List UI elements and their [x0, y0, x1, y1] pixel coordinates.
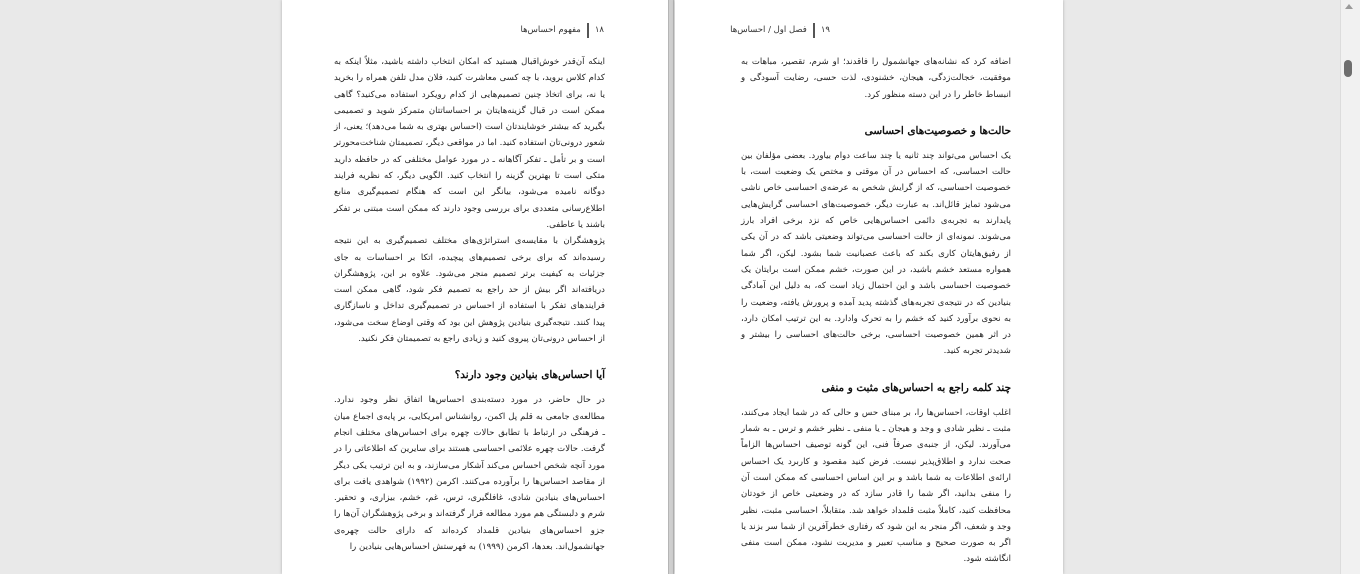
paragraph: اضافه کرد که نشانه‌های جهانشمول را فاقدند؛ او شرم، تقصیر، مباهات به موفقیت، خجالت‌زدگی، هیجان، خشنودی، لذت حسی، رضایت آسودگی و انبساط خاطر را در این دسته منظور کرد. [741, 57, 1011, 100]
paragraph: یک احساس می‌تواند چند ثانیه یا چند ساعت دوام بیاورد. بعضی مؤلفان بین حالت احساسی، که احساس در آن موقتی و مختص یک وضعیت است، با خصوصیت احساسی، که از گرایش شخص به عرضه‌ی احساسی خاص ناشی می‌شود تمایز قائل‌اند. به عبارت دیگر، خصوصیت‌های احساسی گرایش‌هایی پایدارند به تجربه‌ی دائمی احساس‌هایی خاص که نزد برخی افراد بارز می‌شوند. نمونه‌ای از حالت احساسی می‌تواند وضعیتی باشد که در آن یکی از رفیق‌هایتان کاری بکند که باعث عصبانیت شما بشود. لیکن، اگر شما همواره مستعد خشم باشید، در این صورت، خشم ممکن است برایتان یک خصوصیت احساسی باشد و این احتمال زیاد است که، به دلیل این آمادگی بنیادین که در نتیجه‌ی تجربه‌های گذشته پدید آمده و پرورش یافته، وضعیت را به نحوی برآورد کنید که خشم را به تحرک وادارد. به این ترتیب امکان دارد، در اثر همین خصوصیت احساسی، برخی حالت‌های احساسی را بیشتر و شدیدتر تجربه کنید. [741, 150, 1011, 357]
vertical-scrollbar[interactable] [1340, 0, 1360, 574]
page-header [730, 22, 830, 38]
paragraph: اغلب اوقات، احساس‌ها را، بر مبنای حس و حالی که در شما ایجاد می‌کنند، مثبت ـ نظیر شادی و وجد و هیجان ـ یا منفی ـ نظیر خشم و ترس ـ به شمار می‌آورند. لیکن، از جنبه‌ی صرفاً فنی، این گونه توصیف احساس‌ها الزاماً صحت ندارد و اطلاق‌پذیر نیست. فرض کنید مقصود و کاربرد یک احساس ارائه‌ی اطلاعات به شما باشد و بر این اساس احساسی که ممکن است آن را منفی بدانید، اگر شما را قادر سازد که در وضعیتی خاص از خودتان محافظت کنید، کاملاً مثبت قلمداد خواهد شد. متقابلاً، احساسی مثبت، نظیر وجد و شعف، اگر منجر به این شود که رفتاری خطرآفرین از شما سر بزند یا اگر به صورت صحیح و مناسب تعبیر و مدیریت نشود، ممکن است منفی انگاشته شود. [741, 407, 1011, 565]
section-heading: چند کلمه راجع به احساس‌های مثبت و منفی [821, 381, 1011, 394]
section-heading: حالت‌ها و خصوصیت‌های احساسی [864, 124, 1011, 137]
scroll-up-arrow-icon[interactable] [1345, 4, 1353, 9]
paragraph: پژوهشگران با مقایسه‌ی استراتژی‌های مختلف تصمیم‌گیری به این نتیجه رسیده‌اند که برای برخی تصمیم‌های پیچیده، اتکا بر احساسات به جای جزئیات به کیفیت برتر تصمیم منجر می‌شود. علاوه بر این، پژوهشگران دریافته‌اند اگر بیش از حد راجع به تصمیم فکر شود، گاهی ممکن است فرایندهای تفکر با استفاده از احساس در تصمیم‌گیری تداخل و ناسازگاری پیدا کنند. نتیجه‌گیری بنیادین پژوهش این بود که وقتی اوضاع سخت می‌شود، از احساس درونی‌تان پیروی کنید و زیادی راجع به تصمیمتان فکر نکنید. [334, 236, 605, 345]
paragraph: اینکه آن‌قدر خوش‌اقبال هستید که امکان انتخاب داشته باشید، مثلاً اینکه به کدام کلاس بروید، با چه کسی معاشرت کنید، فلان مدل تلفن همراه را بخرید یا نه، برای اتخاذ چنین تصمیم‌هایی از کدام رویکرد استفاده می‌کنید؟ گاهی ممکن است در قبال گزینه‌هایتان بر احساساتتان متمرکز شوید و تصمیمی بگیرید که بیشتر خوشایندتان است (احساس بهتری به شما می‌دهد)؛ یعنی، از شعور درونی‌تان استفاده کنید. اما در مواقعی دیگر، تصمیمتان شناخت‌محورتر است و بر تأمل ـ تفکر آگاهانه ـ در مورد عوامل مختلفی که در حافظه دارید متکی است تا بهترین گزینه را انتخاب کنید. الگویی دیگر، که نظریه فرایند دوگانه نامیده می‌شود، بیانگر این است که هنگام تصمیم‌گیری منابع اطلاع‌رسانی متعددی برای بررسی وجود دارند که ممکن است مبتنی بر تفکر باشند یا عاطفی. [334, 57, 605, 230]
page-19 [675, 0, 1063, 574]
scrollbar-thumb[interactable] [1344, 60, 1352, 77]
paragraph: در حال حاضر، در مورد دسته‌بندی احساس‌ها اتفاق نظر وجود ندارد. مطالعه‌ی جامعی به قلم پل اکمن، روانشناس امریکایی، بر پایه‌ی اجماع میان ـ فرهنگی در ارتباط با تطابق حالات چهره برای احساس‌های مختلف انجام گرفت. حالات چهره علائمی احساسی هستند برای سایرین که اطلاعاتی را در مورد آنچه شخص احساس می‌کند آشکار می‌سازند، و به این ترتیب یکی دیگر از مقاصد احساس‌ها را برآورده می‌کنند. اکرمن (۱۹۹۲) شواهدی یافت برای احساس‌های بنیادین شادی، غافلگیری، ترس، غم، خشم، بیزاری، و تحقیر. شرم و دلبستگی هم مورد مطالعه قرار گرفته‌اند و برخی پژوهشگران آن‌ها را جزو احساس‌های بنیادین قلمداد کرده‌اند که دارای حالت چهره‌ی جهانشمول‌اند. بعدها، اکرمن (۱۹۹۹) به فهرستش احساس‌هایی بنیادین را [334, 395, 606, 553]
page-header [520, 22, 604, 38]
page-number: ۱۸ [594, 25, 604, 35]
page-body [334, 54, 605, 555]
page-number: ۱۹ [820, 25, 830, 35]
running-header: مفهوم احساس‌ها [520, 25, 581, 35]
header-divider [813, 23, 815, 38]
running-header: فصل اول / احساس‌ها [730, 25, 807, 35]
page-18 [282, 0, 668, 574]
section-heading: آیا احساس‌های بنیادین وجود دارند؟ [454, 369, 605, 382]
header-divider [587, 23, 589, 38]
page-body [741, 54, 1011, 568]
book-spine [668, 0, 674, 574]
